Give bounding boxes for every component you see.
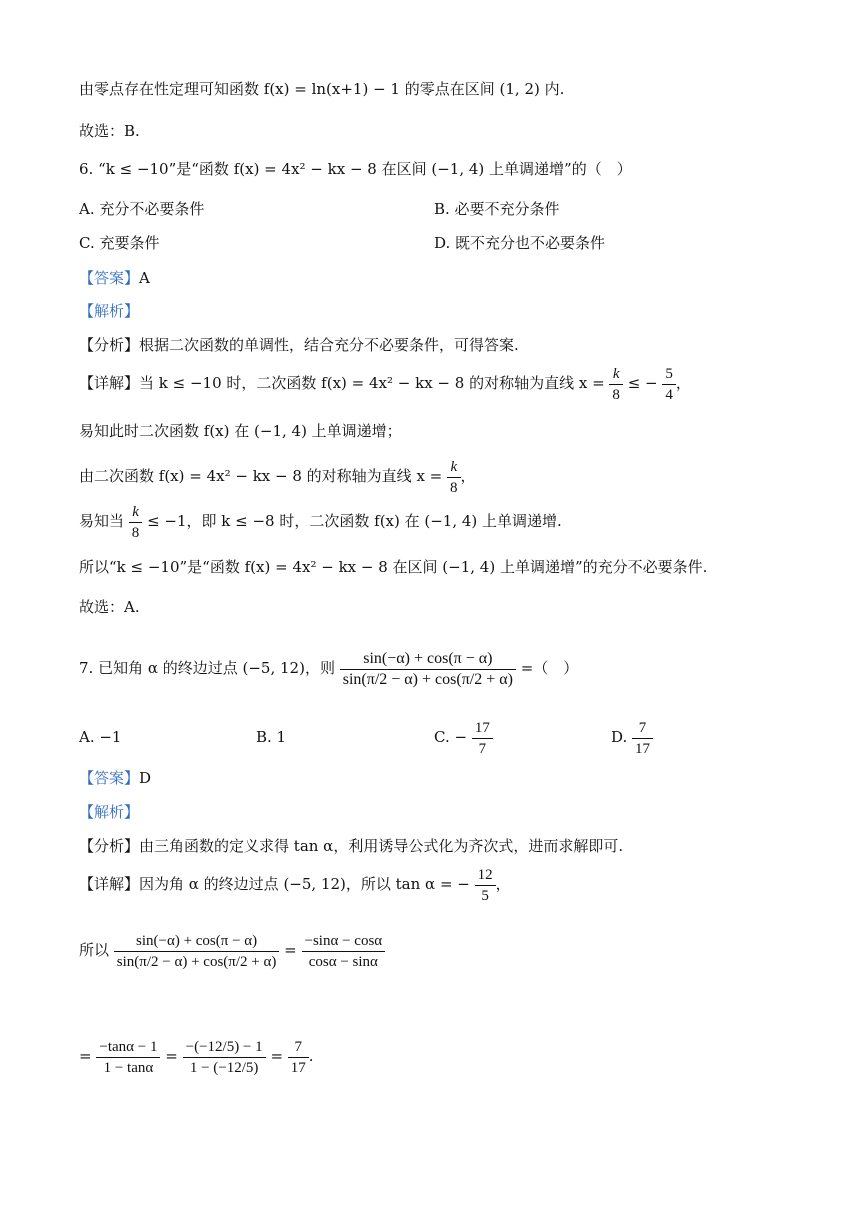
detail-text: 所以 bbox=[79, 941, 110, 959]
fraction-17-over-7 bbox=[472, 718, 493, 759]
sin-cos-fraction bbox=[302, 931, 386, 972]
equals-sign: = bbox=[165, 1047, 178, 1065]
equals-sign: = bbox=[270, 1047, 284, 1065]
equals-sign: = bbox=[79, 1047, 92, 1065]
q7-option-b: B. 1 bbox=[256, 728, 287, 746]
fraction-denominator: 17 bbox=[635, 740, 651, 757]
detail-tag: 【详解】 bbox=[79, 374, 140, 392]
q6-detail-conclusion: 所以“k ≤ −10”是“函数 f(x) = 4x² − kx − 8 在区间 (−1, 4) 上单调递增”的充分不必要条件. bbox=[79, 558, 708, 576]
text-line-zero-point: 由零点存在性定理可知函数 f(x) = ln(x+1) − 1 的零点在区间 (1, 2) 内. bbox=[79, 80, 565, 98]
detail-text: ≤ −1，即 k ≤ −8 时，二次函数 f(x) 在 (−1, 4) 上单调递增. bbox=[147, 512, 562, 530]
fraction-numerator: −tanα − 1 bbox=[96, 1037, 160, 1058]
question-text: 7. 已知角 α 的终边过点 (−5, 12)，则 bbox=[79, 659, 335, 677]
fraction-k-over-8 bbox=[129, 502, 143, 543]
q6-final-choice: 故选：A. bbox=[79, 598, 140, 616]
equals-sign: = bbox=[284, 941, 297, 959]
fraction-numerator: 7 bbox=[288, 1037, 309, 1058]
q7-analysis bbox=[79, 836, 623, 856]
q6-detail-line-2: 易知此时二次函数 f(x) 在 (−1, 4) 上单调递增； bbox=[79, 422, 402, 440]
substituted-fraction bbox=[183, 1037, 266, 1078]
q6-option-c: C. 充要条件 bbox=[79, 234, 160, 252]
fraction-denominator: 1 − tanα bbox=[103, 1059, 154, 1076]
detail-text: ， bbox=[460, 467, 476, 485]
fraction-k-over-8 bbox=[609, 364, 623, 405]
q6-jiexi-tag: 【解析】 bbox=[79, 302, 140, 320]
fraction-denominator: 7 bbox=[478, 740, 487, 757]
fraction-numerator: 17 bbox=[472, 718, 493, 739]
q6-detail-line-1 bbox=[79, 362, 691, 405]
fraction-denominator: cosα − sinα bbox=[308, 953, 378, 970]
q7-detail-line-1 bbox=[79, 863, 511, 906]
question-6-stem: 6. “k ≤ −10”是“函数 f(x) = 4x² − kx − 8 在区间 (−1, 4) 上单调递增”的（ ） bbox=[79, 160, 632, 178]
answer-tag: 【答案】 bbox=[79, 769, 140, 787]
q7-jiexi-tag: 【解析】 bbox=[79, 803, 140, 821]
fraction-numerator: −(−12/5) − 1 bbox=[183, 1037, 266, 1058]
q6-option-b: B. 必要不充分条件 bbox=[434, 200, 560, 218]
detail-text: ， bbox=[495, 875, 511, 893]
option-text: D. bbox=[611, 728, 628, 746]
q7-answer bbox=[79, 768, 151, 788]
fraction-denominator: 17 bbox=[290, 1059, 306, 1076]
fraction-numerator: −sinα − cosα bbox=[302, 931, 386, 952]
answer-value: D bbox=[139, 769, 152, 787]
option-text: C. − bbox=[434, 728, 468, 746]
q6-analysis bbox=[79, 335, 519, 355]
result-fraction bbox=[288, 1037, 309, 1078]
q6-option-d: D. 既不充分也不必要条件 bbox=[434, 234, 606, 252]
detail-text: 当 k ≤ −10 时，二次函数 f(x) = 4x² − kx − 8 的对称轴为直线 x = bbox=[139, 374, 605, 392]
fraction-denominator: 8 bbox=[131, 524, 140, 541]
fraction-denominator: 8 bbox=[450, 479, 458, 496]
fraction-5-over-4 bbox=[662, 364, 676, 405]
fraction-7-over-17 bbox=[632, 718, 653, 759]
analysis-tag: 【分析】 bbox=[79, 837, 140, 855]
fraction-numerator: sin(−α) + cos(π − α) bbox=[114, 931, 280, 952]
q6-answer bbox=[79, 268, 150, 288]
q7-option-d bbox=[611, 716, 653, 759]
fraction-denominator: 4 bbox=[665, 386, 673, 403]
fraction-numerator: k bbox=[609, 364, 623, 385]
fraction-k-over-8 bbox=[447, 457, 461, 498]
fraction-numerator: sin(−α) + cos(π − α) bbox=[340, 649, 516, 670]
trig-expression-fraction bbox=[114, 931, 280, 972]
q7-option-a: A. −1 bbox=[79, 728, 122, 746]
detail-text: 由二次函数 f(x) = 4x² − kx − 8 的对称轴为直线 x = bbox=[79, 467, 443, 485]
detail-text: 易知当 bbox=[79, 512, 125, 530]
q6-detail-line-3 bbox=[79, 455, 476, 498]
detail-text: ， bbox=[675, 374, 691, 392]
fraction-numerator: 7 bbox=[632, 718, 653, 739]
question-text: =（ ） bbox=[520, 659, 579, 677]
fraction-denominator: 1 − (−12/5) bbox=[189, 1059, 259, 1076]
detail-tag: 【详解】 bbox=[79, 875, 140, 893]
detail-text: 因为角 α 的终边过点 (−5, 12)，所以 tan α = − bbox=[139, 875, 470, 893]
detail-text: ≤ − bbox=[627, 374, 658, 392]
period: . bbox=[308, 1047, 314, 1065]
q6-detail-line-4 bbox=[79, 500, 562, 543]
analysis-text: 根据二次函数的单调性，结合充分不必要条件，可得答案. bbox=[139, 336, 519, 354]
fraction-numerator: k bbox=[447, 457, 461, 478]
fraction-denominator: sin(π/2 − α) + cos(π/2 + α) bbox=[342, 670, 513, 688]
trig-expression-fraction bbox=[340, 649, 516, 690]
fraction-12-over-5 bbox=[475, 865, 496, 906]
answer-value: A bbox=[139, 269, 150, 287]
answer-tag: 【答案】 bbox=[79, 269, 140, 287]
q7-detail-line-2 bbox=[79, 918, 385, 982]
tan-fraction bbox=[96, 1037, 160, 1078]
text-line-choice-b: 故选：B. bbox=[79, 122, 140, 140]
fraction-denominator: sin(π/2 − α) + cos(π/2 + α) bbox=[116, 953, 277, 970]
fraction-denominator: 8 bbox=[612, 386, 620, 403]
q7-option-c bbox=[434, 716, 493, 759]
fraction-denominator: 5 bbox=[481, 887, 489, 904]
fraction-numerator: 12 bbox=[475, 865, 496, 886]
analysis-text: 由三角函数的定义求得 tan α，利用诱导公式化为齐次式，进而求解即可. bbox=[139, 837, 624, 855]
analysis-tag: 【分析】 bbox=[79, 336, 140, 354]
q6-option-a: A. 充分不必要条件 bbox=[79, 200, 205, 218]
question-7-stem bbox=[79, 636, 578, 700]
q7-detail-line-3 bbox=[79, 1024, 314, 1088]
fraction-numerator: 5 bbox=[662, 364, 676, 385]
fraction-numerator: k bbox=[129, 502, 143, 523]
